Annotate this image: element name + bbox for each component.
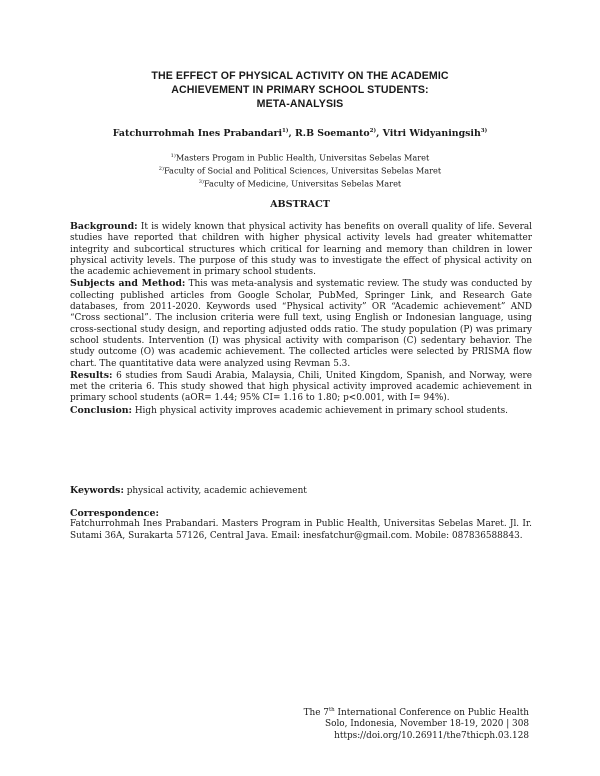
methods-text: This was meta-analysis and systematic review. The study was conducted by collecting published articles from Google Scholar, PubMed, Springer Link, and Research Gate databases, from 2011-2020. Keywords used “Physical activity” OR “Academic achievement” AND “Cross sectional”. The inclusion criteria were full text, using English or Indonesian language, using cross-sectional study design, and reporting adjusted odds ratio. The study population (P) was primary school students. Intervention (I) was physical activity with comparison (C) sedentary behavior. The study outcome (O) was academic achievement. The collected articles were selected by PRISMA flow chart. The quantitative data were analyzed using Revman 5.3. xyxy=(70,279,533,369)
author-affil-marker: 2) xyxy=(369,128,377,134)
affiliation-marker: 3) xyxy=(198,178,204,185)
footer-conference xyxy=(209,705,529,719)
abstract-methods xyxy=(70,278,532,369)
affiliation-list xyxy=(80,151,520,190)
keywords-text: physical activity, academic achievement xyxy=(123,486,307,496)
background-text: It is widely known that physical activity has benefits on overall quality of life. Several studies have reported that children with higher physical activity levels had greater whitematter integrity and subcortical structures which critical for learning and memory than children in lower physical activity levels. The purpose of this study was to investigate the effect of physical activity on the academic achievement in primary school students. xyxy=(70,222,532,278)
conclusion-text: High physical activity improves academic achievement in primary school students. xyxy=(132,405,509,416)
footer-conference-post: International Conference on Public Health xyxy=(334,707,529,718)
methods-label: Subjects and Method: xyxy=(70,278,186,290)
results-label: Results: xyxy=(70,369,113,381)
abstract-conclusion xyxy=(70,405,532,417)
abstract-body xyxy=(70,221,532,417)
author-name: Vitri Widyaningsih xyxy=(382,128,481,140)
background-label: Background: xyxy=(70,221,138,232)
affiliation-marker: 2) xyxy=(158,165,164,172)
author-affil-marker: 1) xyxy=(282,128,289,134)
affiliation-text: Faculty of Social and Political Sciences, Universitas Sebelas Maret xyxy=(163,165,442,176)
affiliation-item xyxy=(80,164,520,177)
conclusion-label: Conclusion: xyxy=(70,404,132,416)
affiliation-item xyxy=(80,177,520,190)
footer-conference-pre: The 7 xyxy=(303,707,329,718)
keywords-label: Keywords: xyxy=(70,485,124,496)
title-line-3: META-ANALYSIS xyxy=(256,98,344,110)
footer-conference-sup: th xyxy=(328,707,335,713)
author-name: Fatchurrohmah Ines Prabandari xyxy=(112,128,283,140)
abstract-results xyxy=(70,370,532,405)
correspondence-text: Fatchurrohmah Ines Prabandari. Masters Program in Public Health, Universitas Sebelas Maret. Jl. Ir. Sutami 36A, Surakarta 57126, Central Java. Email: inesfatchur@gmail.com. Mobile: 087836588843. xyxy=(70,519,532,541)
footer-doi[interactable]: https://doi.org/10.26911/the7thicph.03.128 xyxy=(334,730,529,741)
abstract-heading: ABSTRACT xyxy=(270,199,330,210)
affiliation-item xyxy=(80,151,520,164)
title-line-1: THE EFFECT OF PHYSICAL ACTIVITY ON THE ACADEMIC xyxy=(151,70,449,82)
results-text: 6 studies from Saudi Arabia, Malaysia, Chili, United Kingdom, Spanish, and Norway, were met the criteria 6. This study showed that high physical activity improved academic achievement in primary school students (aOR= 1.44; 95% CI= 1.16 to 1.80; p<0.001, with I= 94%). xyxy=(70,370,532,404)
title-line-2: ACHIEVEMENT IN PRIMARY SCHOOL STUDENTS: xyxy=(171,84,429,96)
author-list: Fatchurrohmah Ines Prabandari$^{1)}$, R.B Soemanto$^{2)}$, Vitri Widyaningsih$^{3)}$ xyxy=(112,128,488,140)
affiliation-text: Faculty of Medicine, Universitas Sebelas Maret xyxy=(203,178,402,189)
author-affil-marker: 3) xyxy=(480,128,488,134)
footer-location-page: Solo, Indonesia, November 18-19, 2020 | 308 xyxy=(325,719,529,730)
correspondence-label: Correspondence: xyxy=(70,508,159,519)
paper-title xyxy=(80,69,520,111)
affiliation-marker: 1) xyxy=(170,153,176,159)
page-footer xyxy=(209,705,529,742)
author-name: R.B Soemanto xyxy=(295,128,370,140)
abstract-background xyxy=(70,221,532,278)
correspondence-section xyxy=(70,508,532,542)
keywords-section xyxy=(70,485,532,497)
affiliation-text: Masters Progam in Public Health, Universitas Sebelas Maret xyxy=(175,152,430,163)
